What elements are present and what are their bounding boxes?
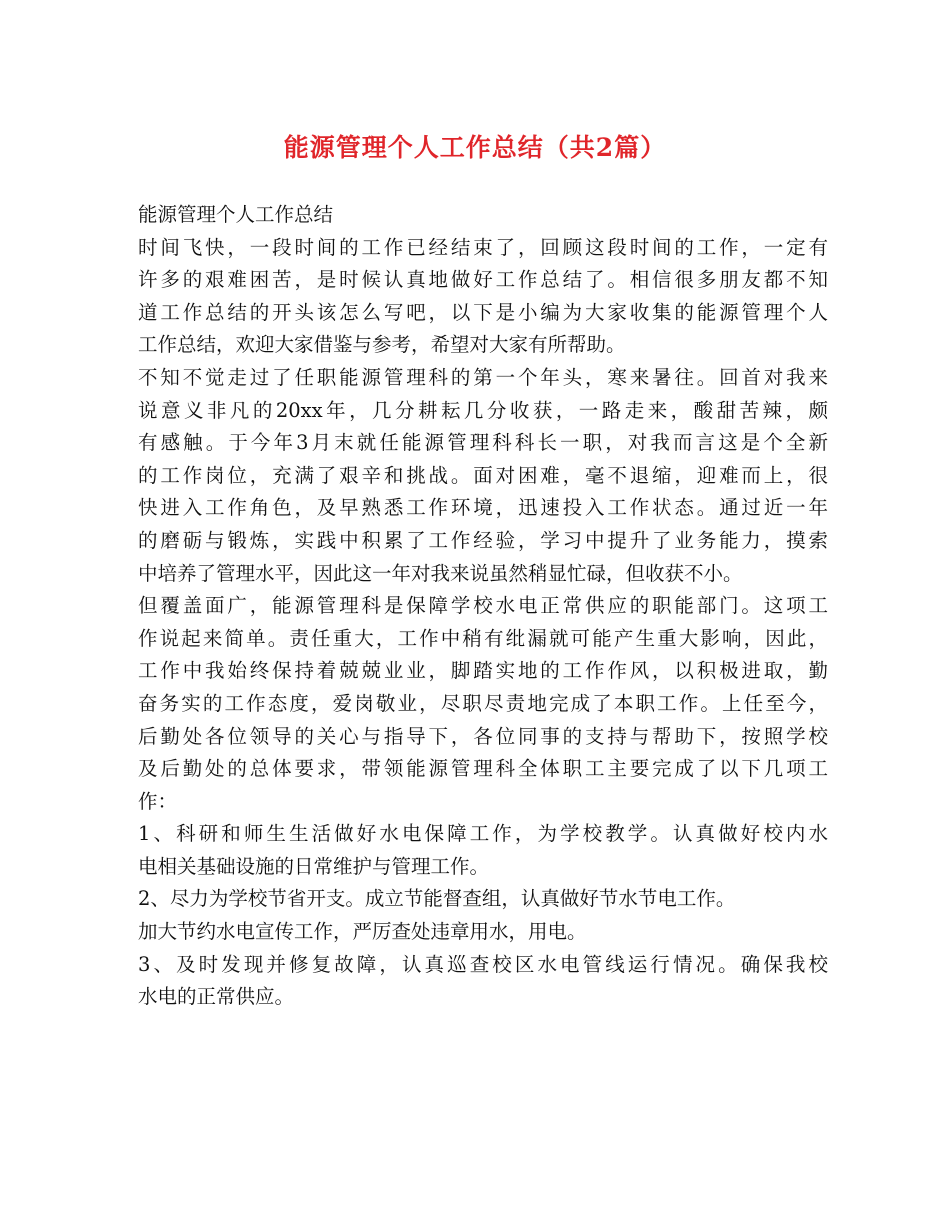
paragraph-line: 奋务实的工作态度，爱岗敬业，尽职尽责地完成了本职工作。上任至今， [138, 691, 828, 715]
paragraph-line: 快进入工作角色，及早熟悉工作环境，迅速投入工作状态。通过近一年 [138, 496, 828, 520]
document-body [138, 199, 828, 1014]
paragraph-line: 的工作岗位，充满了艰辛和挑战。面对困难，毫不退缩，迎难而上，很 [138, 463, 828, 487]
section-heading: 能源管理个人工作总结 [138, 203, 334, 226]
list-item-line: 加大节约水电宣传工作，严厉查处违章用水，用电。 [138, 920, 587, 944]
paragraph-line: 工作中我始终保持着兢兢业业，脚踏实地的工作作风，以积极进取，勤 [138, 659, 828, 683]
list-item-line: 电相关基础设施的日常维护与管理工作。 [138, 854, 490, 878]
paragraph-line: 但覆盖面广，能源管理科是保障学校水电正常供应的职能部门。这项工 [138, 594, 828, 618]
paragraph-line: 工作总结，欢迎大家借鉴与参考，希望对大家有所帮助。 [138, 333, 626, 357]
list-item-line: 2、尽力为学校节省开支。成立节能督查组，认真做好节水节电工作。 [138, 887, 736, 911]
document-title: 能源管理个人工作总结（共2篇） [283, 133, 667, 162]
paragraph-line: 的磨砺与锻炼，实践中积累了工作经验，学习中提升了业务能力，摸索 [138, 528, 828, 552]
paragraph-line: 有感触。于今年3月末就任能源管理科科长一职，对我而言这是个全新 [138, 431, 828, 455]
paragraph-line: 后勤处各位领导的关心与指导下，各位同事的支持与帮助下，按照学校 [138, 724, 828, 748]
paragraph-line: 中培养了管理水平，因此这一年对我来说虽然稍显忙碌，但收获不小。 [138, 561, 743, 585]
list-item-line: 水电的正常供应。 [138, 985, 295, 1009]
paragraph-line: 不知不觉走过了任职能源管理科的第一个年头，寒来暑往。回首对我来 [138, 365, 828, 389]
paragraph-line: 及后勤处的总体要求，带领能源管理科全体职工主要完成了以下几项工 [138, 757, 828, 781]
paragraph-line: 道工作总结的开头该怎么写吧，以下是小编为大家收集的能源管理个人 [138, 300, 828, 324]
paragraph-line: 作说起来简单。责任重大，工作中稍有纰漏就可能产生重大影响，因此， [138, 626, 828, 650]
list-item-line: 1、科研和师生生活做好水电保障工作，为学校教学。认真做好校内水 [138, 822, 828, 846]
paragraph-line: 许多的艰难困苦，是时候认真地做好工作总结了。相信很多朋友都不知 [138, 268, 828, 292]
paragraph-line: 作： [138, 789, 178, 813]
paragraph-line: 说意义非凡的20xx年，几分耕耘几分收获，一路走来，酸甜苦辣，颇 [138, 398, 828, 422]
list-item-line: 3、及时发现并修复故障，认真巡查校区水电管线运行情况。确保我校 [138, 952, 828, 976]
paragraph-line: 时间飞快，一段时间的工作已经结束了，回顾这段时间的工作，一定有 [138, 235, 828, 259]
